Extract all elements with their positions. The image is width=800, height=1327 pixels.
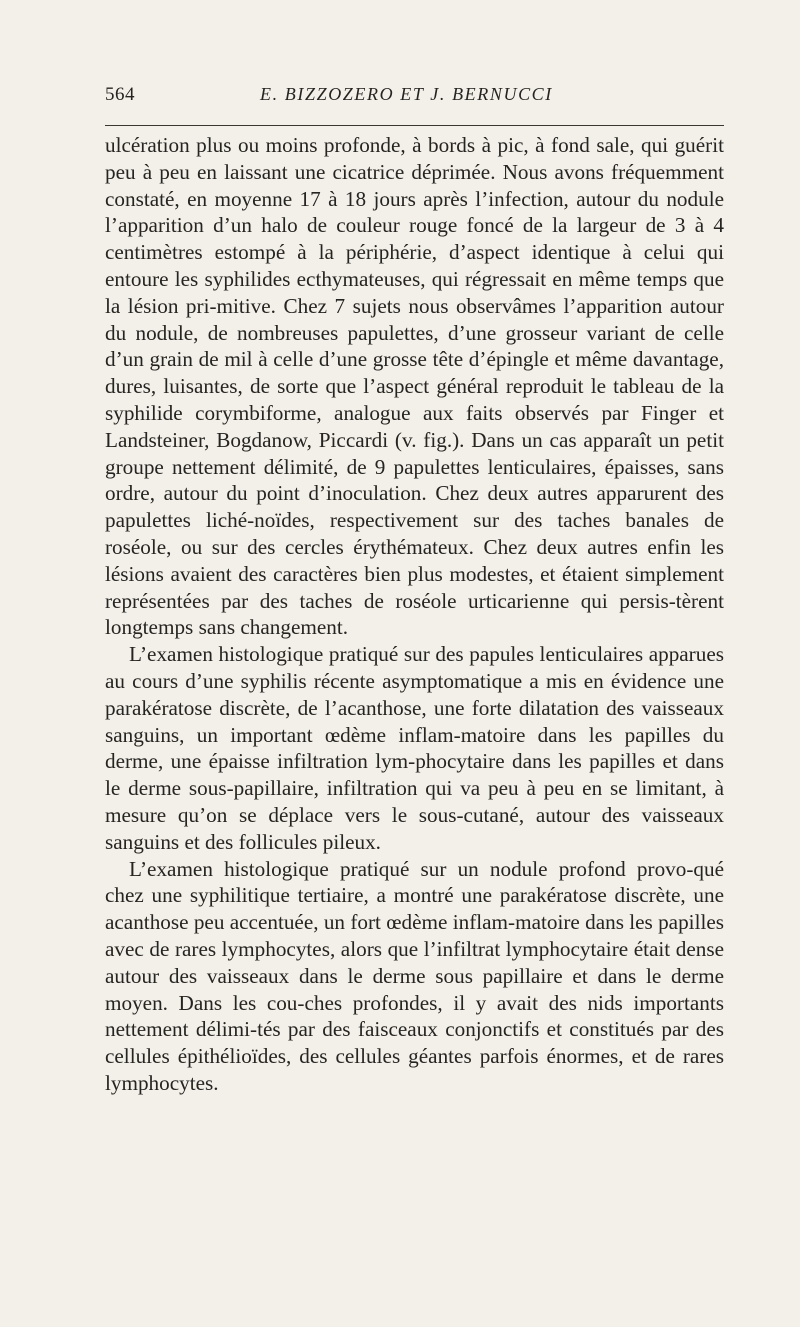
- paragraph-histology-nodule: L’examen histologique pratiqué sur un nodule profond provo-qué chez une syphilitique tertiaire, a montré une parakératose discrète, une acanthose peu accentuée, un fort œdème inflam-matoire dans les papilles avec de rares lymphocytes, alors que l’infiltrat lymphocytaire était dense autour des vaisseaux dans le derme sous papillaire et dans le derme moyen. Dans les cou-ches profondes, il y avait des nids importants nettement délimi-tés par des faisceaux conjonctifs et constitués par des cellules épithélioïdes, des cellules géantes parfois énormes, et de rares lymphocytes.: [105, 856, 724, 1095]
- page-number: 564: [105, 84, 135, 105]
- paragraph-histology-papules: L’examen histologique pratiqué sur des papules lenticulaires apparues au cours d’une syphilis récente asymptomatique a mis en évidence une parakératose discrète, de l’acanthose, une forte dilatation des vaisseaux sanguins, un important œdème inflam-matoire dans les papilles du derme, une épaisse infiltration lym-phocytaire dans les papilles et dans le derme sous-papillaire, infiltration qui va peu à peu en se limitant, à mesure qu’on se déplace vers le sous-cutané, autour des vaisseaux sanguins et des follicules pileux.: [105, 642, 724, 854]
- running-head: [105, 84, 724, 114]
- header-rule: [105, 125, 724, 126]
- body-text: [105, 132, 724, 1097]
- running-head-authors: E. BIZZOZERO ET J. BERNUCCI: [260, 84, 553, 104]
- paragraph-continued: ulcération plus ou moins profonde, à bords à pic, à fond sale, qui guérit peu à peu en laissant une cicatrice déprimée. Nous avons fréquemment constaté, en moyenne 17 à 18 jours après l’infection, autour du nodule l’apparition d’un halo de couleur rouge foncé de la largeur de 3 à 4 centimètres estompé à la périphérie, d’aspect identique à celui qui entoure les syphilides ecthymateuses, qui régressait en même temps que la lésion pri-mitive. Chez 7 sujets nous observâmes l’apparition autour du nodule, de nombreuses papulettes, d’une grosseur variant de celle d’un grain de mil à celle d’une grosse tête d’épingle et même davantage, dures, luisantes, de sorte que l’aspect général reproduit le tableau de la syphilide corymbiforme, analogue aux faits observés par Finger et Landsteiner, Bogdanow, Piccardi (v. fig.). Dans un cas apparaît un petit groupe nettement délimité, de 9 papulettes lenticulaires, épaisses, sans ordre, autour du point d’inoculation. Chez deux autres apparurent des papulettes liché-noïdes, respectivement sur des taches banales de roséole, ou sur des cercles érythémateux. Chez deux autres enfin les lésions avaient des caractères bien plus modestes, et étaient simplement représentées par des taches de roséole urticarienne qui persis-tèrent longtemps sans changement.: [105, 133, 724, 640]
